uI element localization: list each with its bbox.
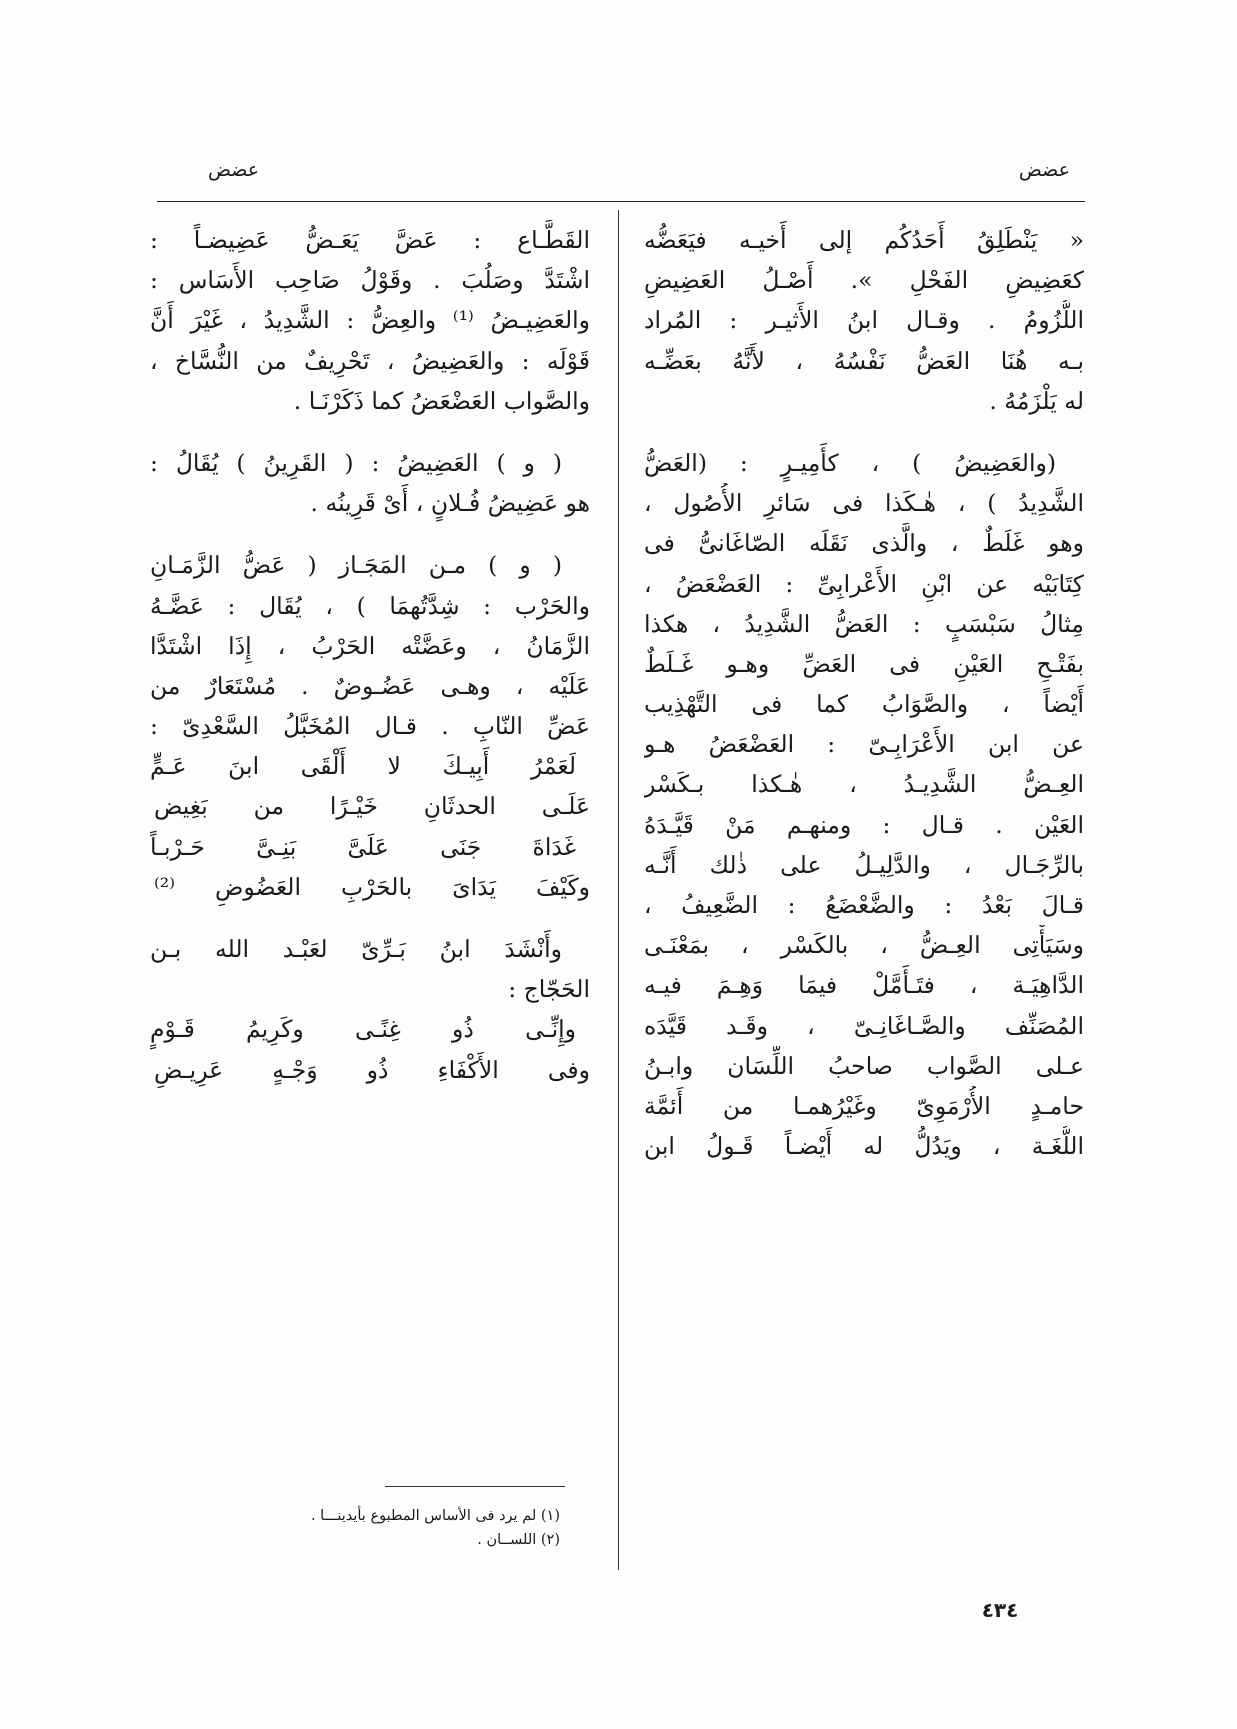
text-line: اللُّزُومُ . وقـال ابنُ الأَثيـر : المُراد: [644, 306, 1084, 335]
verse-second-hemistich: عَلَـى الحدثَانِ خَيْـرًا من بَغِيض: [154, 792, 590, 821]
text-line: والصَّواب العَضْعَضُ كما ذَكَرْنَـا .: [293, 386, 590, 415]
text-line: « يَنْطَلِقُ أَحَدُكُم إلى أَخيـه فيَعَضُّه: [644, 226, 1084, 254]
text-line: له يَلْزَمُهُ .: [989, 386, 1084, 415]
text-line: والحَرْب : شِدَّتُهمَا ) ، يُقَال : عَضَّـهُ: [150, 591, 590, 620]
text-line: ( و ) العَضِيضُ : ( القَرِينُ ) يُقَالُ :: [150, 448, 562, 477]
text-line: القَطَّـاع : عَضَّ يَعَـضُّ عَضِيضـاً :: [150, 226, 590, 254]
footnote: (٢) اللســان .: [477, 1532, 560, 1548]
text-line: (والعَضِيضُ ) ، كأَمِيـرٍ : (العَضُّ: [644, 448, 1056, 477]
verse-first-hemistich: غَدَاةَ جَنَى عَلَىَّ بَنِـىَّ حَـرْبـاً: [150, 832, 576, 861]
text-line: ( و ) مـن المَجَـاز ( عَضُّ الزَّمَـانِ: [150, 551, 562, 580]
verse-second-hemistich: وفى الأَكْفَاءِ ذُو وَجْـهٍ عَرِيـضِ: [154, 1055, 590, 1084]
running-head-left: عضض: [208, 159, 260, 181]
text-line: وهو غَلَطٌ ، والَّذى نَقَلَه الصّاغَانىُّ فى: [644, 529, 1084, 558]
text-line: قـالَ بَعْدُ : والضَّعْضَعُ : الضَّعِيفُ ،: [644, 891, 1084, 919]
column-divider: [618, 210, 619, 1570]
text-line: عَلَيْه ، وهـى عَضُـوضٌ . مُسْتَعَارٌ من: [150, 671, 590, 700]
text-line: الشَّدِيدُ ) ، هٰـكَذا فى سَائرِ الأُصُول ،: [644, 489, 1084, 518]
text-line: كِتَابَيْه عن ابْنِ الأَعْرابِىِّ : العَضْعَضُ ،: [644, 569, 1084, 598]
text-line: المُصَنِّف والصَّـاغَانِـىّ ، وقَـد قَيَّدَه: [644, 1011, 1084, 1040]
footnote: (١) لم يرد فى الأساس المطبوع بأيدينـــا .: [310, 1508, 560, 1524]
text-line: بالرِّجَـال ، والدَّلِيـلُ على ذٰلك أَنَّـه: [644, 850, 1084, 879]
text-line: العَيْن . قـال : ومنهـم مَنْ قَيَّـدَهُ: [644, 810, 1084, 839]
text-line: بـه هُنَا العَضُّ نَفْسُهُ ، لأَنَّهُ بعَضِّـه: [644, 346, 1084, 375]
text-line: وأَنْشَدَ ابنُ بَـرِّىّ لعَبْـد الله بـن: [150, 935, 562, 963]
paragraph-gap: [150, 907, 590, 929]
text-line: والعَضِيـضُ ⁽¹⁾ والعِضُّ : الشَّدِيدُ ، غَيْرَ أَنَّ: [150, 306, 590, 335]
text-line: بفَتْـحِ العَيْنِ فى العَضِّ وهـو غَـلَطٌ: [644, 649, 1084, 678]
text-line: اشْتَدَّ وصَلُبَ . وقَوْلُ صَاحِب الأَسَاس :: [150, 266, 590, 295]
paragraph-gap: [150, 523, 590, 545]
text-line: العِـضُّ الشَّدِيـدُ ، هٰـكذا بـكَسْر: [644, 770, 1084, 799]
paragraph-gap: [150, 421, 590, 443]
text-line: عَضِّ النّابِ . قـال المُخَبَّلُ السَّعْدِىّ :: [150, 712, 590, 741]
text-line: الحَجّاج :: [508, 975, 590, 1004]
verse-second-hemistich: وكَيْفَ يَدَاىَ بالحَرْبِ العَضُوضِ ⁽²⁾: [154, 872, 590, 901]
text-line: أَيْضاً ، والصَّوَابُ كما فى التَّهْذِيب: [644, 690, 1084, 719]
verse-first-hemistich: لَعَمْرُ أَبِيـكَ لا أَلْقَى ابنَ عَـمٍّ: [150, 752, 576, 781]
text-line: حامـدٍ الأُرْمَوِىّ وغَيْرُهمـا من أَئمَّة: [644, 1091, 1084, 1120]
left-column: [150, 220, 590, 1090]
text-line: كعَضِيضِ الفَحْلِ ». أَصْـلُ العَضِيضِ: [644, 266, 1084, 295]
verse-first-hemistich: وإِنِّـى ذُو غِنًـى وكَرِيمُ قَـوْمٍ: [150, 1015, 576, 1044]
text-line: الدَّاهِيَـة ، فتَـأَمَّلْ فيمَا وَهِـمَ فيـه: [644, 971, 1084, 1000]
text-line: عـلى الصَّواب صاحبُ اللِّسَان وابـنُ: [644, 1051, 1084, 1080]
text-line: الزَّمَانُ ، وعَضَّتْه الحَرْبُ ، إِذَا اشْتَدَّا: [150, 631, 590, 660]
header-rule: [157, 201, 1085, 202]
paragraph-gap: [644, 421, 1084, 443]
text-line: هو عَضِيضُ فُـلانٍ ، أَىْ قَرِينُه .: [310, 489, 590, 518]
page-number: ٤٣٤: [981, 1598, 1019, 1622]
text-line: عن ابن الأَعْرَابِـىّ : العَضْعَضُ هـو: [644, 730, 1084, 759]
text-line: وسَيَأْتِى العِـضُّ ، بالكَسْر ، بمَعْنَـى: [644, 931, 1084, 960]
text-line: اللُّغَـة ، ويَدُلُّ له أَيْضـاً قَـولُ ابن: [644, 1132, 1084, 1161]
right-column: [644, 220, 1084, 1166]
text-line: مِثالُ سَبْسَبٍ : العَضُّ الشَّدِيدُ ، هكذا: [644, 609, 1084, 638]
footnote-rule: [385, 1486, 565, 1487]
running-head-right: عضض: [1018, 159, 1070, 181]
text-line: قَوْلَه : والعَضِيضُ ، تَحْرِيفٌ من النُّسَّاخ ،: [150, 346, 590, 375]
